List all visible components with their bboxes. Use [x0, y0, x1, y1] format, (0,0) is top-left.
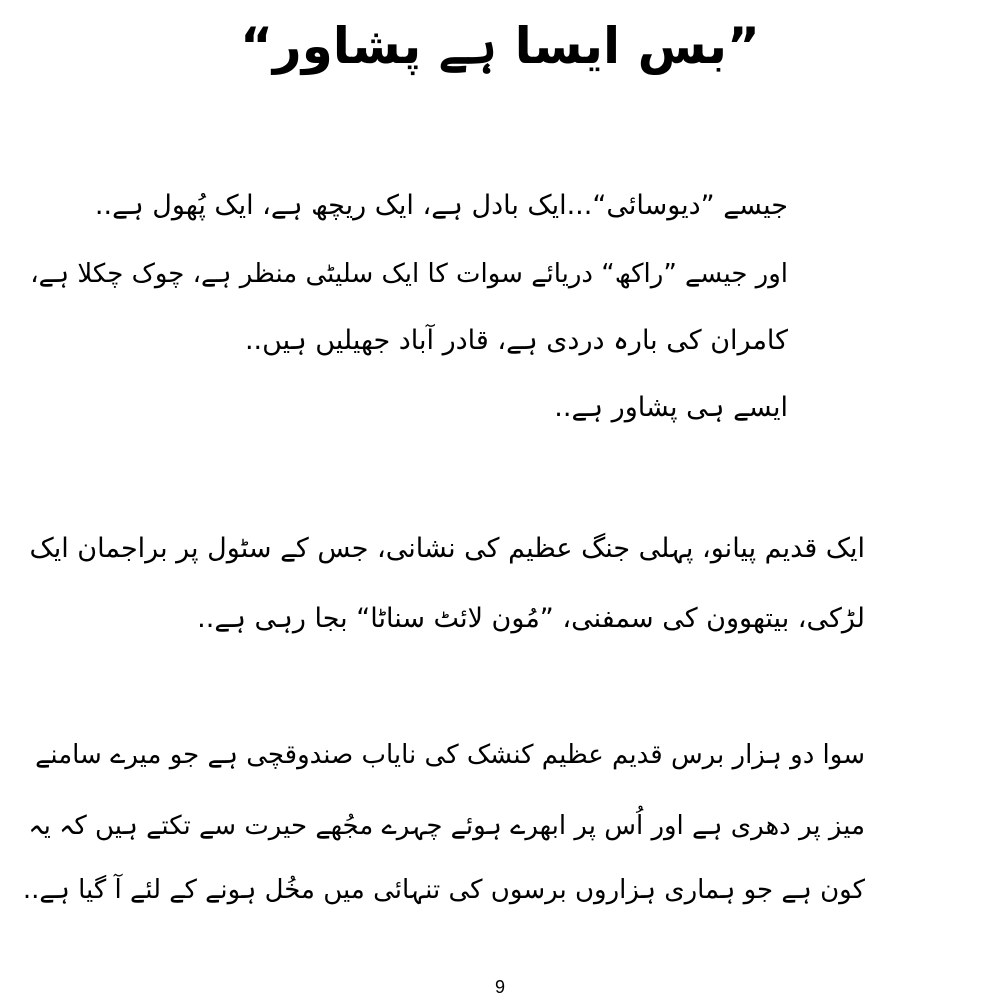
page-title: ”بس ایسا ہے پشاور“ — [240, 17, 760, 75]
text-line: ایسے ہی پشاور ہے.. — [554, 392, 788, 423]
text-line: سوا دو ہزار برس قدیم عظیم کنشک کی نایاب صندوقچی ہے جو میرے سامنے — [35, 740, 865, 770]
page-number: 9 — [494, 977, 505, 997]
text-line: ایک قدیم پیانو، پہلی جنگ عظیم کی نشانی، جس کے سٹول پر براجمان ایک — [29, 533, 865, 564]
text-line: میز پر دھری ہے اور اُس پر ابھرے ہوئے چہرے مجُھے حیرت سے تکتے ہیں کہ یہ — [28, 811, 865, 841]
text-line: لڑکی، بیتھوون کی سمفنی، ”مُون لائٹ سناٹا“ بجا رہی ہے.. — [197, 603, 865, 634]
text-line: اور جیسے ”راکھ“ دریائے سوات کا ایک سلیٹی منظر ہے، چوک چکلا ہے، — [30, 259, 788, 289]
text-line: کامران کی بارہ دردی ہے، قادر آباد جھیلیں ہیں.. — [244, 325, 788, 356]
text-line: جیسے ”دیوسائی“...ایک بادل ہے، ایک ریچھ ہے، ایک پُھول ہے.. — [94, 190, 788, 221]
text-line: کون ہے جو ہماری ہزاروں برسوں کی تنہائی میں مخُل ہونے کے لئے آ گیا ہے.. — [22, 875, 865, 905]
